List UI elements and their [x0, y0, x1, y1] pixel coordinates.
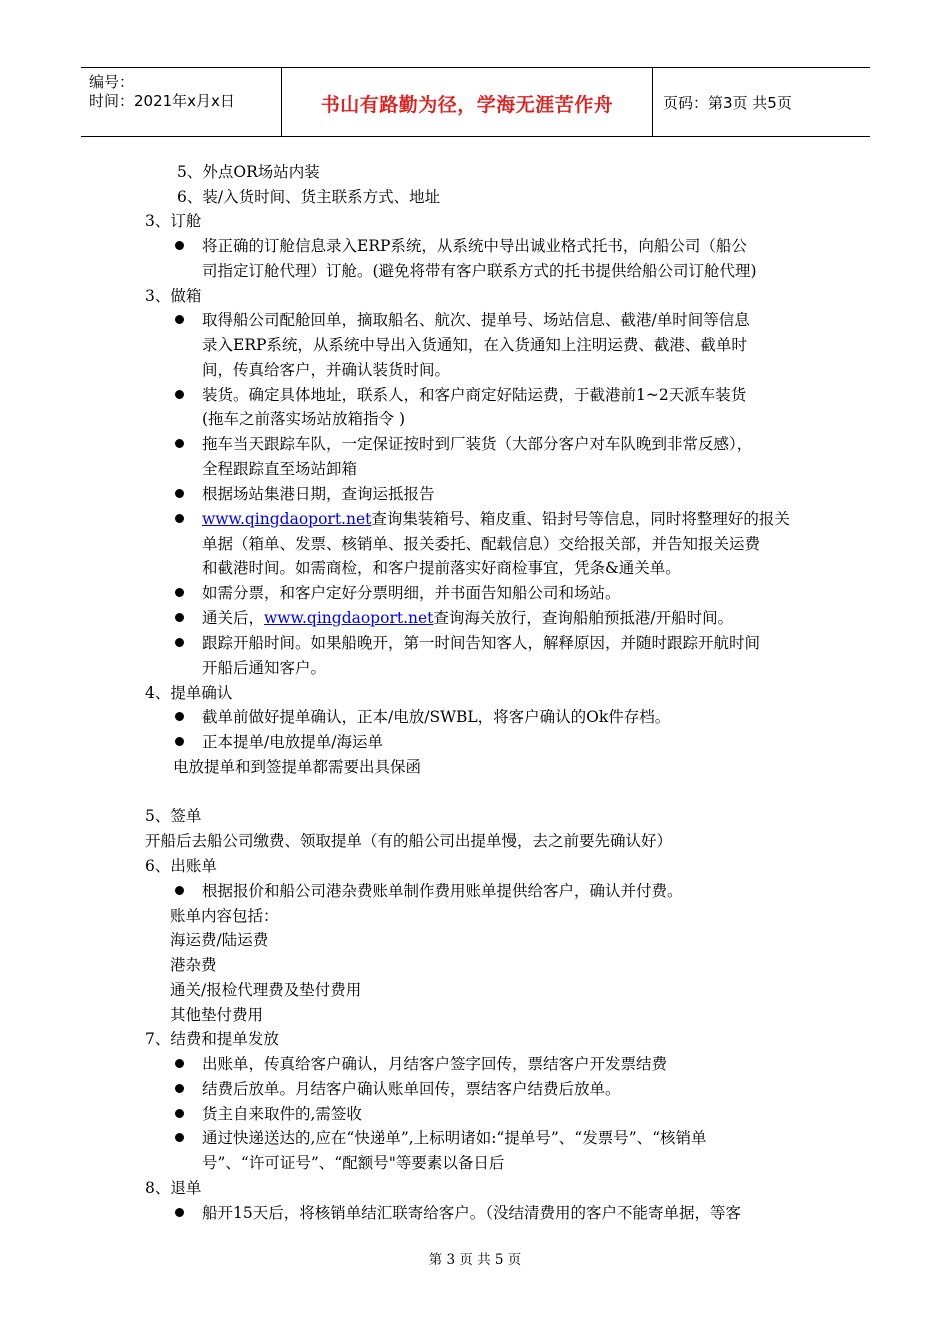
bullet-icon	[175, 613, 184, 622]
bullet-icon	[175, 638, 184, 647]
text-line: 海运费/陆运费	[170, 931, 269, 949]
text-line: 5、外点OR场站内装	[177, 163, 320, 181]
text-line: 通过快递送达的,应在“快递单”,上标明诸如:“提单号”、“发票号”、“核销单	[202, 1129, 707, 1147]
text-line: 截单前做好提单确认，正本/电放/SWBL，将客户确认的Ok件存档。	[202, 708, 671, 726]
text-line: 货主自来取件的,需签收	[202, 1105, 362, 1123]
section-heading: 4、提单确认	[145, 684, 233, 702]
text-line: 其他垫付费用	[170, 1006, 264, 1024]
section-heading: 7、结费和提单发放	[145, 1030, 279, 1048]
page-header	[81, 67, 870, 137]
text-line: 拖车当天跟踪车队，一定保证按时到厂装货（大部分客户对车队晚到非常反感），	[202, 435, 753, 453]
qingdaoport-link[interactable]: www.qingdaoport.net	[264, 609, 434, 627]
text-line: 将正确的订舱信息录入ERP系统，从系统中导出诚业格式托书，向船公司（船公	[202, 237, 747, 255]
bullet-icon	[175, 886, 184, 895]
section-heading: 3、订舱	[145, 212, 202, 230]
text-line	[202, 608, 733, 628]
text-line: (拖车之前落实场站放箱指令 )	[202, 410, 406, 428]
text-line: 号”、“许可证号”、“配额号"等要素以备日后	[202, 1154, 505, 1172]
text-line: 正本提单/电放提单/海运单	[202, 733, 383, 751]
bullet-icon	[175, 588, 184, 597]
text-line-prefix: 通关后，	[202, 609, 265, 627]
text-line: 装货。确定具体地址，联系人，和客户商定好陆运费，于截港前1~2天派车装货	[202, 386, 747, 404]
bullet-icon	[175, 1084, 184, 1093]
text-line-rest: 查询集装箱号、箱皮重、铅封号等信息，同时将整理好的报关	[371, 510, 790, 528]
text-line: 司指定订舱代理）订舱。(避免将带有客户联系方式的托书提供给船公司订舱代理)	[202, 262, 757, 280]
bullet-icon	[175, 439, 184, 448]
text-line: 全程跟踪直至场站卸箱	[202, 460, 358, 478]
text-line: 单据（箱单、发票、核销单、报关委托、配载信息）交给报关部，并告知报关运费	[202, 535, 761, 553]
bullet-icon	[175, 390, 184, 399]
page-code: 页码：第3页 共5页	[663, 94, 792, 112]
header-info-cell	[81, 68, 281, 136]
text-line: 6、装/入货时间、货主联系方式、地址	[177, 188, 441, 206]
motto: 书山有路勤为径，学海无涯苦作舟	[320, 94, 614, 116]
number-label: 编号：	[89, 73, 135, 91]
section-heading: 6、出账单	[145, 857, 217, 875]
header-motto-cell	[281, 68, 653, 136]
bullet-icon	[175, 241, 184, 250]
text-line: 根据报价和船公司港杂费账单制作费用账单提供给客户，确认并付费。	[202, 882, 683, 900]
header-page-cell	[653, 68, 870, 136]
section-heading: 8、退单	[145, 1179, 202, 1197]
bullet-icon	[175, 489, 184, 498]
qingdaoport-link[interactable]: www.qingdaoport.net	[202, 510, 372, 528]
text-line: 账单内容包括：	[170, 907, 279, 925]
bullet-icon	[175, 712, 184, 721]
text-line: 结费后放单。月结客户确认账单回传，票结客户结费后放单。	[202, 1080, 621, 1098]
bullet-icon	[175, 1133, 184, 1142]
bullet-icon	[175, 1109, 184, 1118]
page-footer: 第 3 页 共 5 页	[428, 1252, 522, 1268]
section-heading: 5、签单	[145, 807, 202, 825]
text-line: 取得船公司配舱回单，摘取船名、航次、提单号、场站信息、截港/单时间等信息	[202, 311, 750, 329]
text-line: 跟踪开船时间。如果船晚开，第一时间告知客人，解释原因，并随时跟踪开航时间	[202, 634, 761, 652]
bullet-icon	[175, 737, 184, 746]
text-line: 电放提单和到签提单都需要出具保函	[173, 758, 422, 776]
text-line: 和截港时间。如需商检，和客户提前落实好商检事宜，凭条&通关单。	[202, 559, 681, 577]
text-line: 船开15天后，将核销单结汇联寄给客户。（没结清费用的客户不能寄单据，等客	[202, 1204, 741, 1222]
text-line: 间，传真给客户，并确认装货时间。	[202, 361, 451, 379]
bullet-icon	[175, 1208, 184, 1217]
text-line: 通关/报检代理费及垫付费用	[170, 981, 362, 999]
section-heading: 3、做箱	[145, 287, 202, 305]
bullet-icon	[175, 315, 184, 324]
text-line	[202, 509, 790, 529]
text-line: 录入ERP系统，从系统中导出入货通知，在入货通知上注明运费、截港、截单时	[202, 336, 747, 354]
text-line: 根据场站集港日期，查询运抵报告	[202, 485, 435, 503]
text-line: 如需分票，和客户定好分票明细，并书面告知船公司和场站。	[202, 584, 621, 602]
text-line: 港杂费	[170, 956, 217, 974]
text-line-rest: 查询海关放行，查询船舶预抵港/开船时间。	[433, 609, 734, 627]
text-line: 开船后通知客户。	[202, 659, 327, 677]
text-line: 开船后去船公司缴费、领取提单（有的船公司出提单慢，去之前要先确认好）	[145, 832, 673, 850]
time-label: 时间：2021年x月x日	[89, 92, 235, 110]
text-line: 出账单，传真给客户确认，月结客户签字回传，票结客户开发票结费	[202, 1055, 668, 1073]
bullet-icon	[175, 514, 184, 523]
bullet-icon	[175, 1059, 184, 1068]
